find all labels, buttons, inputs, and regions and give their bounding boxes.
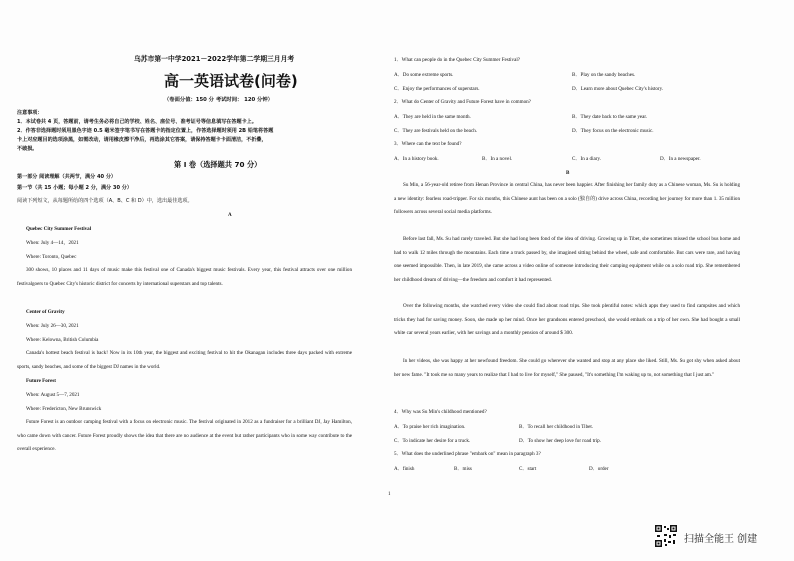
festival-name: Center of Gravity [26,309,65,315]
scanner-badge: 扫描全能王 创建 [684,534,758,545]
option: C．In a diary. [572,156,601,162]
option: B．miss [454,466,472,472]
passage-letter: A [228,212,232,218]
section-heading: 第一部分 阅读理解（共两节，满分 40 分） [17,174,117,180]
festival-desc: Future Forest is an outdoor camping festival with a focus on electronic music. The festival originated in 2012 as a fundraiser for a brilliant DJ, Jay Hamilton, who came down with cancer. Future Forest proudly shows the idea that there are no audience at the event but rather participants who in some way contribute to the overall experience. [17,419,352,453]
option: A．They are held in the same month. [394,114,471,120]
option: C．To indicate her desire for a truck. [394,438,471,444]
option: C．start [519,466,537,472]
festival-when: When: August 5—7, 2021 [26,392,80,398]
option: A．Do some extreme sports. [394,72,454,78]
option: A．In a history book. [394,156,439,162]
question: 5．What does the underlined phrase "embark on" mean in paragraph 3? [394,451,541,457]
festival-where: Where: Fredericton, New Brunswick [26,406,102,412]
passage-letter: B [566,170,570,176]
notice-item: 卡上对应题目的选项涂黑，如需改动，请用橡皮擦干净后，再选涂其它答案，请保持答题卡卡面清洁，不折叠， [17,137,267,143]
option: B．In a novel. [482,156,513,162]
option: A．To praise her rich imagination. [394,424,466,430]
notice-item: 1．本试卷共 4 页，答题前，请考生务必将自己的学校、姓名、座位号、准考证号等信息填写在答题卡上。 [17,119,257,125]
option: D．To show her deep love for road trip. [519,438,601,444]
page-number: 1 [388,492,391,497]
option: B．They date back to the same year. [572,114,648,120]
notice-item: 2．作答非选择题时须用黑色字迹 0.5 毫米签字笔书写在答题卡的指定位置上，作答选择题时须用 2B 铅笔将答题 [17,128,274,134]
question: 2．What do Center of Gravity and Future Forest have in common? [394,99,531,105]
question: 4．Why was Su Min's childhood mentioned? [394,409,487,415]
festival-when: When: July 4—14，2021 [26,240,79,246]
passage-paragraph: In her videos, she was happy at her newfound freedom. She could go wherever she wanted and stop at any place she liked. Still, Ms. Su got shy when asked about her new fame. "It took me so many years to realize that I had to live for myself," She paused, "It's something I'm waking up to, not something that I just am." [394,358,740,378]
festival-desc: Canada's hottest beach festival is back! Now in its 10th year, the biggest and exciting festival to hit the Okanagan includes three days packed with extreme sports, sandy beaches, and some of the biggest DJ names in the world. [17,350,352,370]
option: C．Enjoy the performances of superstars. [394,86,480,92]
exam-title: 高一英语试卷(问卷) [164,72,298,90]
option: A．finish [394,466,415,472]
festival-desc: 300 shows, 10 places and 11 days of music make this festival one of Canada's biggest music festivals. Every year, this festival attracts over one million festivalgoers to Quebec City's historic district for concerts by international superstars and top talents. [17,267,352,287]
notice-label: 注意事项： [17,110,43,116]
question: 1．What can people do in the Quebec City Summer Festival? [394,57,521,63]
festival-name: Quebec City Summer Festival [26,226,92,232]
question: 3．Where can the text be found? [394,141,462,147]
exam-meta: （卷面分值：150 分 考试时间： 120 分钟） [164,97,273,103]
passage-paragraph: Over the following months, she watched every video she could find about road trips. She took plentiful notes: which apps they used to find campsites and which tricks they had for saving money. Soon, she made up her mind. Once her grandsons entered preschool, she would embark on a trip of her own. She had bought a small white car several years earlier, with her savings and a monthly pension of around $ 300. [394,303,740,337]
qr-code-icon [655,525,677,547]
part-heading: 第 I 卷（选择题共 70 分） [174,160,262,169]
festival-where: Where: Toronto, Quebec [26,254,77,260]
option: B．Play on the sandy beaches. [572,72,636,78]
instruction: 阅读下列短文，从每题所给的四个选项（A、B、C 和 D）中，选出最佳选项。 [17,198,193,204]
festival-name: Future Forest [26,378,56,384]
festival-where: Where: Kelowna, British Columbia [26,337,99,343]
option: C．They are festivals held on the beach. [394,128,478,134]
passage-paragraph: Before last fall, Ms. Su had rarely traveled. But she had long been fond of the idea of driving. Growing up in Tibet, she sometimes missed the school bus home and had to walk 12 miles through the mountains. Each time a truck passed by, she imagined sitting behind the wheel, safe and comfortable. But cars were rare, and having one seemed impossible. Then, in late 2019, she came across a video online of someone introducing their camping equipment while on a solo road trip. She remembered her childhood dream of driving—the freedom and comfort it had represented. [394,236,740,283]
option: D．order [589,466,609,472]
option: D．They focus on the electronic music. [572,128,654,134]
option: D．In a newspaper. [660,156,701,162]
subsection-heading: 第一节（共 15 小题；每小题 2 分，满分 30 分） [17,185,132,191]
notice-item: 不破损。 [17,146,38,152]
school-line: 乌苏市第一中学2021－2022学年第二学期三月月考 [134,55,295,63]
option: D．Learn more about Quebec City's history. [572,86,664,92]
festival-when: When: July 26—30, 2021 [26,323,79,329]
option: B．To recall her childhood in Tibet. [519,424,594,430]
passage-paragraph: Su Min, a 56-year-old retiree from Henan Province in central China, has never been happier. After finishing her family duty as a Chinese woman, Ms. Su is holding a new identity: fearless road-tripper. For six months, this Chinese aunt has been on a solo (独自的) drive across China, recording her journey for more than 1. 35 million followers across several social media platforms. [394,182,740,216]
